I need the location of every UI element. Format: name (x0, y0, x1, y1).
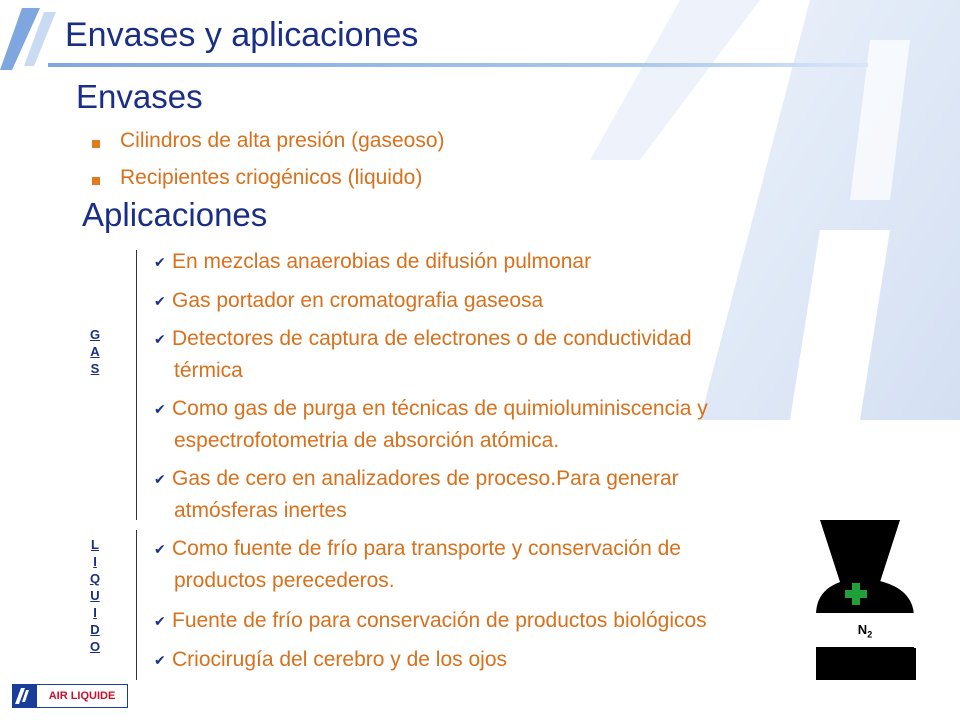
gas-letter: G (89, 327, 101, 342)
liquido-letter: L (91, 537, 99, 552)
envases-item: Cilindros de alta presión (gaseoso) (120, 129, 445, 152)
item-text-continuation: atmósferas inertes (174, 499, 347, 522)
page-title: Envases y aplicaciones (65, 16, 419, 54)
aplicaciones-heading: Aplicaciones (82, 196, 268, 233)
gas-application-item (154, 246, 814, 278)
checkmark-icon: ✔ (154, 401, 166, 417)
checkmark-icon: ✔ (154, 541, 166, 557)
checkmark-icon: ✔ (154, 293, 166, 309)
item-text-continuation: productos perecederos. (174, 569, 395, 592)
item-text: Gas portador en cromatografia gaseosa (172, 289, 544, 312)
air-liquide-wordmark: AIR LIQUIDE (36, 684, 128, 708)
gas-vertical-label (88, 326, 102, 377)
liquido-letter: Q (89, 571, 101, 586)
gas-letter: A (90, 344, 100, 359)
checkmark-icon: ✔ (154, 331, 166, 347)
liquido-bracket-line (136, 530, 137, 680)
item-text: Como fuente de frío para transporte y conservación de (172, 537, 681, 560)
liquido-letter: U (90, 588, 100, 603)
gas-application-item (154, 285, 814, 317)
envases-heading: Envases (76, 78, 203, 115)
item-text-continuation: espectrofotometria de absorción atómica. (174, 429, 560, 452)
liquido-letter: D (90, 622, 100, 637)
liquido-letter: I (93, 605, 97, 620)
bullet-square-icon (92, 177, 100, 185)
gas-application-item (154, 323, 814, 387)
air-liquide-logo (6, 682, 128, 712)
cylinder-label-subscript: 2 (867, 629, 873, 640)
liquido-application-item (154, 644, 814, 676)
checkmark-icon: ✔ (154, 613, 166, 629)
item-text: Detectores de captura de electrones o de conductividad (172, 327, 692, 350)
checkmark-icon: ✔ (154, 471, 166, 487)
liquido-letter: O (89, 639, 101, 654)
cylinder-icon (812, 520, 922, 680)
bullet-square-icon (92, 140, 100, 148)
envases-item: Recipientes criogénicos (liquido) (120, 166, 423, 189)
brand-mark-icon (0, 0, 70, 80)
air-liquide-mark-icon (12, 684, 36, 708)
item-text: Fuente de frío para conservación de productos biológicos (172, 609, 707, 632)
title-divider (48, 63, 868, 67)
cylinder-label-main: N (857, 622, 868, 637)
liquido-letter: I (93, 554, 97, 569)
liquido-vertical-label (88, 536, 102, 655)
item-text-continuation: térmica (174, 359, 243, 382)
gas-application-item (154, 393, 814, 457)
gas-letter: S (90, 361, 100, 376)
n2-cylinder-illustration (812, 520, 922, 680)
liquido-application-item (154, 533, 814, 597)
cylinder-label (812, 622, 918, 640)
item-text: Criocirugía del cerebro y de los ojos (172, 648, 507, 671)
item-text: Como gas de purga en técnicas de quimioluminiscencia y (172, 397, 708, 420)
checkmark-icon: ✔ (154, 652, 166, 668)
checkmark-icon: ✔ (154, 254, 166, 270)
item-text: En mezclas anaerobias de difusión pulmonar (172, 250, 592, 273)
gas-bracket-line (136, 250, 137, 520)
liquido-application-item (154, 605, 814, 637)
gas-application-item (154, 463, 814, 527)
item-text: Gas de cero en analizadores de proceso.Para generar (172, 467, 679, 490)
